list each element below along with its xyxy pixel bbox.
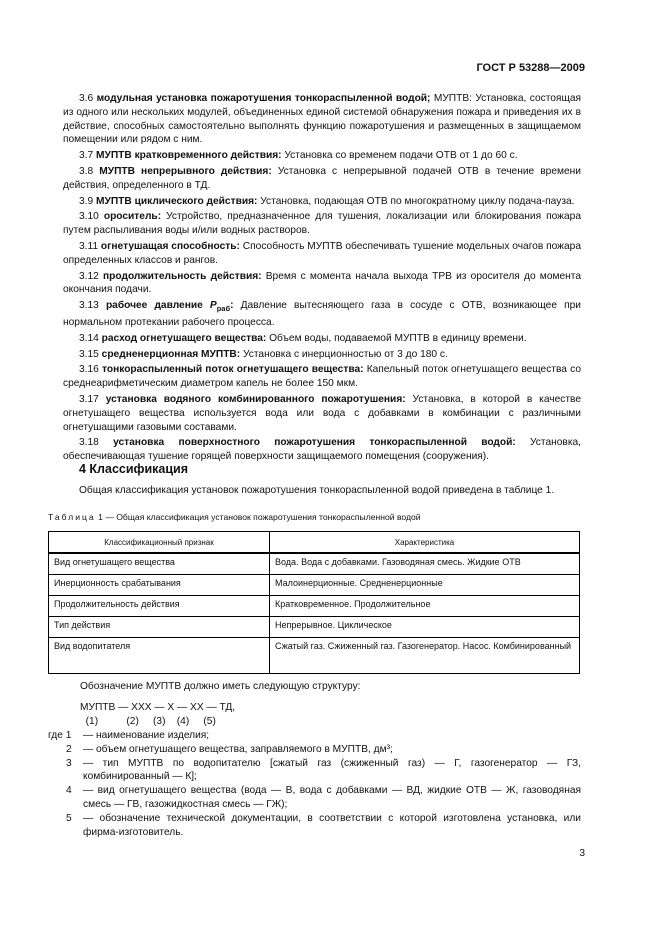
legend-item [48,757,581,785]
term-name: модульная установка пожаротушения тонкораспыленной водой; [96,93,431,104]
term-number: 3.18 [79,437,99,449]
table-row [49,616,580,637]
term-definition [63,270,581,298]
table-caption-text: 1 — Общая классификация установок пожаротушения тонкораспыленной водой [95,512,421,522]
legend-text: — объем огнетушащего вещества, заправляемого в МУПТВ, дм³; [83,743,393,755]
classification-table [48,531,580,674]
term-definition [63,348,581,362]
table-header-feature: Классификационный признак [49,532,270,554]
legend-number: 3 [66,757,72,769]
term-text: Установка, обеспечивающая тушение горящей поверхности защищаемого помещения (сооружения). [63,437,582,463]
term-text: Время с момента начала выхода ТРВ из оросителя до момента окончания подачи. [63,270,581,296]
table-caption [48,512,421,522]
term-name: МУПТВ непрерывного действия: [99,165,272,177]
table-cell: Кратковременное. Продолжительное [270,595,580,616]
term-name: огнетушащая способность: [100,240,240,252]
term-text: Объем воды, подаваемой МУПТВ в единицу времени. [266,332,527,344]
term-number: 3.15 [79,348,99,360]
table-cell: Малоинерционные. Средненерционные [270,574,580,595]
legend-number: где 1 [48,730,72,741]
term-text: Давление вытесняющего газа в сосуде с ОТВ, возникающее при нормальном протекании рабочего процесса. [63,300,581,328]
term-number: 3.9 [79,195,94,207]
legend-text: — обозначение технической документации, в соответствии с которой изготовлена установка, или фирма-изготовитель. [83,812,581,838]
term-number: 3.16 [79,364,99,376]
term-text: Установка с инерционностью от 3 до 180 с. [240,348,448,360]
table-caption-label: Таблица [48,512,96,522]
designation-indices: (1) (2) (3) (4) (5) [80,716,216,727]
legend-item [48,743,581,757]
term-name: МУПТВ кратковременного действия: [96,150,282,162]
legend-item [48,784,581,812]
term-number: 3.10 [79,211,99,223]
term-number: 3.17 [79,393,99,405]
term-name: установка водяного комбинированного пожаротушения: [105,393,406,405]
term-definition [63,436,581,464]
term-name: установка поверхностного пожаротушения тонкораспыленной водой: [113,437,516,449]
designation-legend [48,729,581,839]
term-text: Установка, в которой в качестве огнетушащего вещества используется вода или вода с добавками в комбинации с различными огнетушащими газовыми составами. [63,393,581,433]
table-cell: Инерционность срабатывания [49,574,270,595]
page-number: 3 [579,848,585,859]
term-definition [63,92,581,147]
term-name: ороситель: [103,211,162,223]
table-cell: Непрерывное. Циклическое [270,616,580,637]
table-row [49,637,580,673]
table-header-row [49,532,580,554]
term-text: МУПТВ: Установка, состоящая из одного или нескольких модулей, объединенных единой системой обнаружения пожара и приведения их в действие, способных самостоятельно выполнять функцию пожаротушения и размещенных в защищаемом помещении или рядом с ним. [63,93,582,146]
term-text: Капельный поток огнетушащего вещества со среднеарифметическим диаметром капель не более 150 мкм. [63,364,581,390]
term-number: 3.11 [79,240,99,252]
legend-item [48,729,581,743]
document-id: ГОСТ Р 53288—2009 [476,62,585,74]
term-definition [63,149,581,163]
table-cell: Сжатый газ. Сжиженный газ. Газогенератор. Насос. Комбинированный [270,637,580,673]
term-text: Установка со временем подачи ОТВ от 1 до 60 с. [281,150,518,162]
table-header-characteristic: Характеристика [270,532,580,554]
legend-item [48,812,581,840]
term-number: 3.14 [79,332,99,344]
legend-number: 5 [66,812,72,824]
legend-number: 4 [66,785,72,797]
term-text: Способность МУПТВ обеспечивать тушение модельных очагов пожара определенных классов и рангов. [63,240,581,266]
term-colon: : [230,300,234,312]
term-definition [63,363,581,391]
term-definition [63,210,581,238]
term-symbol: P [209,300,217,312]
section-title: 4 Классификация [79,462,189,476]
term-definition [63,393,581,434]
legend-text: — вид огнетушащего вещества (вода — В, вода с добавками — ВД, жидкие ОТВ — Ж, газоводяная смесь — ГВ, газожидкостная смесь — ГЖ); [83,785,581,810]
term-name: продолжительность действия: [103,270,262,282]
term-number: 3.13 [79,300,99,312]
term-definition [63,195,581,209]
term-number: 3.7 [79,150,94,162]
table-cell: Вид огнетушащего вещества [49,553,270,574]
term-text: Установка, подающая ОТВ по многократному циклу подача-пауза. [257,195,575,207]
designation-intro: Обозначение МУПТВ должно иметь следующую структуру: [80,681,361,692]
term-text: Установка с непрерывной подачей ОТВ в течение времени действия, определенного в ТД. [63,165,581,191]
table-cell: Вид водопитателя [49,637,270,673]
term-symbol-subscript: раб [216,304,231,314]
table-row [49,595,580,616]
table-cell: Тип действия [49,616,270,637]
designation-structure [80,680,361,729]
term-name: тонкораспыленный поток огнетушащего вещества: [102,364,364,376]
legend-text: — тип МУПТВ по водопитателю [сжатый газ (сжиженный газ) — Г, газогенератор — ГЗ, комбинированный — К]; [83,757,581,783]
term-name: расход огнетушащего вещества: [101,332,267,344]
term-name: МУПТВ циклического действия: [96,195,258,207]
term-name: средненерционная МУПТВ: [101,348,241,360]
term-name: рабочее давление [105,300,203,312]
term-text: Устройство, предназначенное для тушения, локализации или блокирования пожара путем распыливания воды и/или водных растворов. [63,211,581,237]
designation-pattern: МУПТВ — ХХХ — Х — ХХ — ТД, [80,702,236,713]
term-definition [63,332,581,346]
term-number: 3.12 [79,270,99,282]
term-definition [63,240,581,268]
terms-list [63,92,581,466]
table-cell: Продолжительность действия [49,595,270,616]
term-definition [63,165,581,193]
legend-number: 2 [66,743,72,755]
table-row [49,574,580,595]
table-row [49,553,580,574]
term-number: 3.6 [79,93,94,104]
section-intro: Общая классификация установок пожаротушения тонкораспыленной водой приведена в таблице 1. [79,485,555,496]
term-definition [63,299,581,330]
legend-text: — наименование изделия; [83,730,210,741]
table-cell: Вода. Вода с добавками. Газоводяная смесь. Жидкие ОТВ [270,553,580,574]
term-number: 3.8 [79,165,94,177]
